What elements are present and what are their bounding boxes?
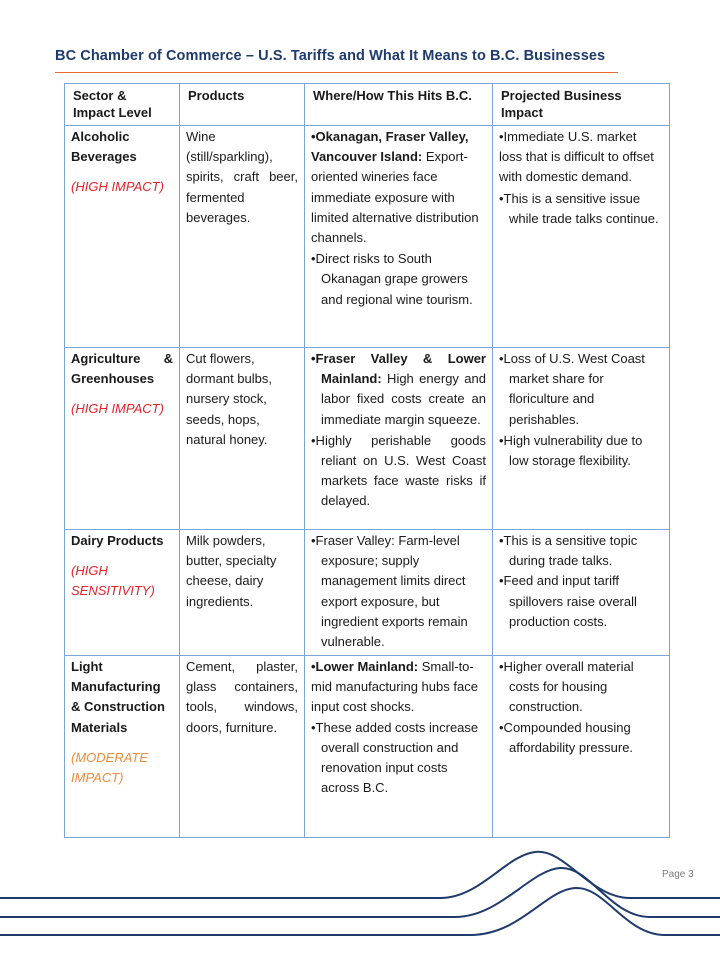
products-text: Milk powders, butter, specialty cheese, dairy ingredients. [186, 533, 277, 609]
column-header: Where/How This Hits B.C. [305, 84, 493, 126]
impact-cell [493, 126, 670, 348]
products-text: Wine (still/sparkling), spirits, craft beer, fermented beverages. [186, 129, 298, 225]
impact-text: •Immediate U.S. market loss that is difficult to offset with domestic demand. [499, 129, 654, 185]
impact-bullet: •This is a sensitive topic during trade talks. [499, 533, 638, 569]
impact-bullet: •Compounded housing affordability pressure. [499, 719, 634, 755]
impact-cell [493, 530, 670, 656]
column-header: Products [180, 84, 305, 126]
region-label: •Lower Mainland: [311, 659, 419, 674]
impact-level: (HIGH SENSITIVITY) [71, 563, 155, 599]
products-cell [180, 126, 305, 348]
impact-level: (MODERATE IMPACT) [71, 749, 149, 786]
impact-cell [493, 656, 670, 838]
page-number: Page 3 [662, 869, 694, 880]
where-cell [305, 530, 493, 656]
impact-bullet: •Feed and input tariff spillovers raise overall production costs. [499, 573, 637, 629]
table-header-row [65, 84, 670, 126]
products-cell [180, 348, 305, 530]
wave-decoration [0, 840, 720, 960]
products-cell [180, 656, 305, 838]
tariff-impact-table [64, 83, 670, 838]
where-cell [305, 656, 493, 838]
where-bullet: •Direct risks to South Okanagan grape growers and regional wine tourism. [311, 251, 473, 307]
products-text: Cut flowers, dormant bulbs, nursery stock, seeds, hops, natural honey. [186, 351, 272, 447]
sector-cell [65, 656, 180, 838]
where-text: •Okanagan, Fraser Valley, Vancouver Island: Export-oriented wineries face immediate exposure with limited alternative distribution channels. [311, 129, 479, 246]
region-label: •Fraser Valley & Lower Mainland: [311, 351, 486, 387]
table-row [65, 126, 670, 348]
impact-bullet: •Loss of U.S. West Coast market share for floriculture and perishables. [499, 351, 645, 427]
page-title: BC Chamber of Commerce – U.S. Tariffs and What It Means to B.C. Businesses [55, 48, 606, 64]
sector-cell [65, 126, 180, 348]
impact-bullet: •Higher overall material costs for housing construction. [499, 659, 634, 715]
impact-bullet: •High vulnerability due to low storage flexibility. [499, 432, 643, 469]
sector-name: Light Manufacturing & Construction Materials [71, 659, 165, 735]
sector-name: Alcoholic Beverages [71, 129, 137, 165]
sector-name: Agriculture & Greenhouses [71, 351, 173, 387]
table-row [65, 656, 670, 838]
where-bullet: •Fraser Valley: Farm-level exposure; supply management limits direct export exposure, but ingredient exports remain vulnerable. [311, 533, 468, 650]
where-bullet: •These added costs increase overall construction and renovation input costs across B.C. [311, 719, 479, 796]
column-header: Sector & Impact Level [65, 84, 180, 126]
title-divider [55, 72, 618, 73]
sector-cell [65, 530, 180, 656]
where-bullet: •Fraser Valley & Lower Mainland: High energy and labor fixed costs create an immediate margin squeeze. [311, 351, 486, 427]
where-bullet: •Highly perishable goods reliant on U.S. West Coast markets face waste risks if delayed. [311, 432, 486, 509]
sector-name: Dairy Products [71, 533, 164, 548]
impact-cell [493, 348, 670, 530]
impact-level: (HIGH IMPACT) [71, 179, 164, 195]
where-text: •Lower Mainland: Small-to-mid manufacturing hubs face input cost shocks. [311, 659, 478, 715]
products-text: Cement, plaster, glass containers, tools, windows, doors, furniture. [186, 659, 298, 735]
wave-line [0, 868, 720, 917]
sector-cell [65, 348, 180, 530]
impact-level: (HIGH IMPACT) [71, 401, 164, 417]
impact-bullet: •This is a sensitive issue while trade talks continue. [499, 190, 659, 226]
table-row [65, 530, 670, 656]
region-label: •Okanagan, Fraser Valley, Vancouver Island: [311, 129, 469, 165]
where-cell [305, 126, 493, 348]
wave-line [0, 852, 720, 898]
column-header: Projected Business Impact [493, 84, 670, 126]
table-row [65, 348, 670, 530]
products-cell [180, 530, 305, 656]
where-cell [305, 348, 493, 530]
